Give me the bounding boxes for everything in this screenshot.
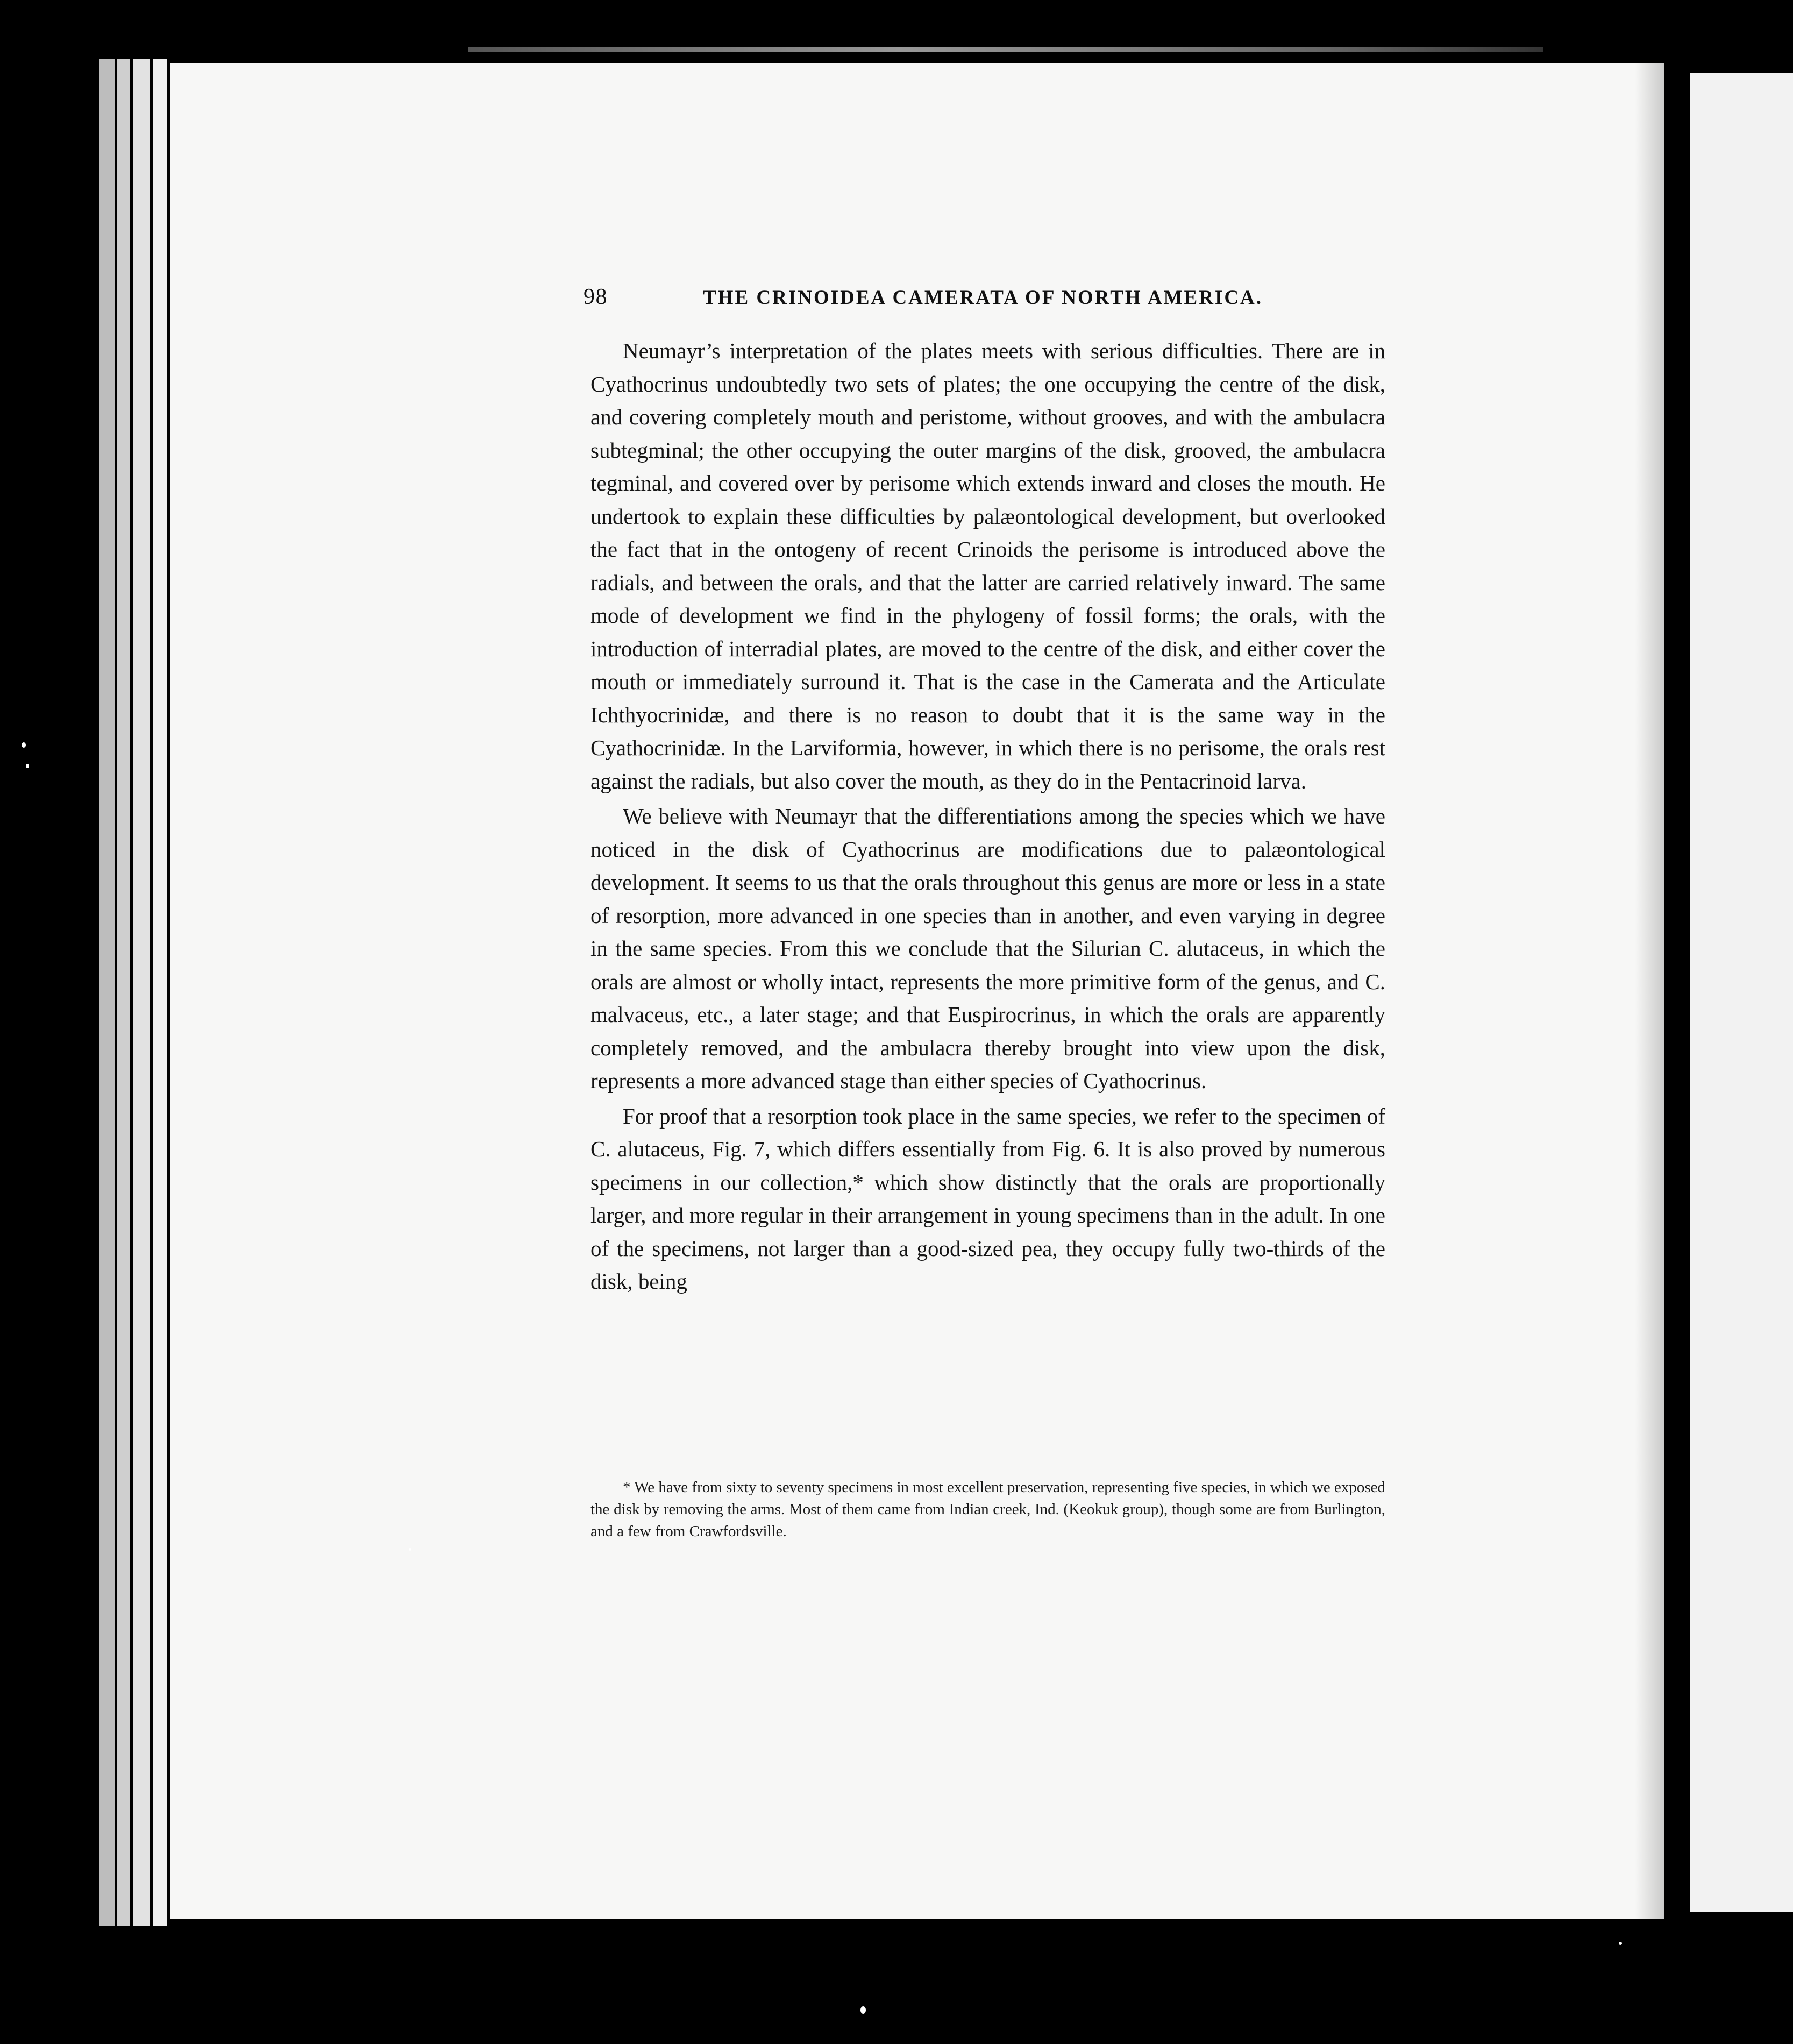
page-edge bbox=[99, 59, 115, 1926]
page-edge bbox=[133, 59, 150, 1926]
binding-top-rule bbox=[468, 47, 1543, 52]
running-head bbox=[584, 284, 1393, 316]
body-text bbox=[590, 335, 1385, 1298]
page-number: 98 bbox=[584, 285, 608, 309]
page-edge bbox=[153, 59, 167, 1926]
page-edge bbox=[117, 59, 130, 1926]
paragraph: We believe with Neumayr that the differentiations among the species which we have noticed in the disk of Cyathocrinus are modifications due to palæontological development. It seems to us that the orals throughout this genus are more or less in a state of resorption, more advanced in one species than in another, and even varying in degree in the same species. From this we conclude that the Silurian C. alutaceus, in which the orals are almost or wholly intact, represents the more primitive form of the genus, and C. malvaceus, etc., a later stage; and that Euspirocrinus, in which the orals are apparently completely removed, and the ambulacra thereby brought into view upon the disk, represents a more advanced stage than either species of Cyathocrinus. bbox=[590, 804, 1385, 1093]
facing-page-edge bbox=[1690, 73, 1793, 1912]
running-title: THE CRINOIDEA CAMERATA OF NORTH AMERICA. bbox=[703, 287, 1263, 309]
paragraph: For proof that a resorption took place in the same species, we refer to the specimen of C. alutaceus, Fig. 7, which differs essentially from Fig. 6. It is also proved by numerous specimens in our collection,* which show distinctly that the orals are proportionally larger, and more regular in their arrangement in young specimens than in the adult. In one of the specimens, not larger than a good-sized pea, they occupy fully two-thirds of the disk, being bbox=[590, 1103, 1385, 1294]
footnote: * We have from sixty to seventy specimens in most excellent preservation, representing five species, in which we exposed the disk by removing the arms. Most of them came from Indian creek, Ind. (Keokuk group), though some are from Burlington, and a few from Crawfordsville. bbox=[590, 1479, 1385, 1540]
paragraph: Neumayr’s interpretation of the plates meets with serious difficulties. There are in Cyathocrinus undoubtedly two sets of plates; the one occupying the centre of the disk, and covering completely mouth and peristome, without grooves, and with the ambulacra subtegminal; the other occupying the outer margins of the disk, grooved, the ambulacra tegminal, and covered over by perisome which extends inward and closes the mouth. He undertook to explain these difficulties by palæontological development, but overlooked the fact that in the ontogeny of recent Crinoids the perisome is introduced above the radials, and between the orals, and that the latter are carried relatively inward. The same mode of development we find in the phylogeny of fossil forms; the orals, with the introduction of interradial plates, are moved to the centre of the disk, and either cover the mouth or immediately surround it. That is the case in the Camerata and the Articulate Ichthyocrinidæ, and there is no reason to doubt that it is the same way in the Cyathocrinidæ. In the Larviformia, however, in which there is no perisome, the orals rest against the radials, but also cover the mouth, as they do in the Pentacrinoid larva. bbox=[590, 338, 1385, 793]
page-gutter-shadow bbox=[1635, 63, 1664, 1919]
